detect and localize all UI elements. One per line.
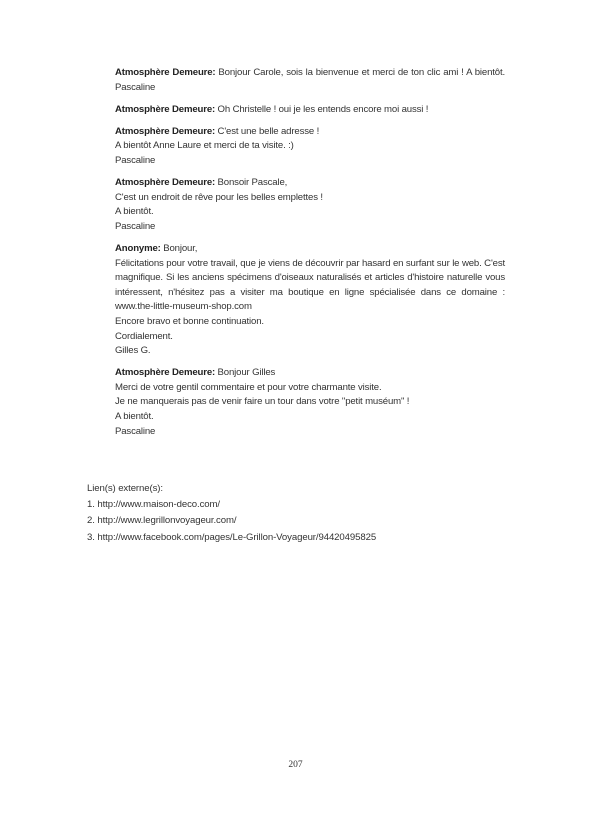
comment-first-line [115,176,505,191]
comment-text: Bonjour, [160,242,198,254]
comment-author: Atmosphère Demeure: [115,67,216,78]
external-links [87,481,376,546]
comment-text: Oh Christelle ! oui je les entends encore moi aussi ! [215,103,429,115]
comment-line: Félicitations pour votre travail, que je viens de découvrir par hasard en surfant sur le web. C'est [115,257,505,269]
comment-author: Atmosphère Demeure: [115,103,216,115]
comment-text: C'est une belle adresse ! [215,125,320,137]
comment-line: A bientôt. [115,410,154,422]
comment-first-line [115,125,505,140]
comment-text: Bonjour Carole, sois la bienvenue et merci de ton clic ami ! A bientôt. [215,67,506,78]
comment-author: Atmosphère Demeure: [115,125,216,137]
comments-section [115,66,505,447]
comment-first-line [115,242,505,257]
comment-text: Bonsoir Pascale, [215,177,288,189]
page-number: 207 [288,760,303,770]
comment-text: Bonjour Gilles [215,367,276,379]
comment-line: Pascaline [115,220,156,232]
comment-first-line [115,366,505,381]
comment-line: Pascaline [115,154,156,166]
comment-line: Pascaline [115,81,156,93]
comment-author: Atmosphère Demeure: [115,177,216,189]
comment-first-line [115,66,505,81]
comment-line: A bientôt. [115,206,154,218]
comment-author: Anonyme: [115,242,161,254]
comment-line: magnifique. Si les anciens spécimens d'oiseaux naturalisés et articles d'histoire naturelle vous [115,272,505,284]
comment [115,242,505,359]
comment [115,176,505,234]
comment-line: Cordialement. [115,330,173,342]
comment [115,125,505,169]
links-heading: Lien(s) externe(s): [87,483,163,494]
comment-line: C'est un endroit de rêve pour les belles emplettes ! [115,191,323,203]
comment-line: Encore bravo et bonne continuation. [115,315,264,327]
comment-line: Merci de votre gentil commentaire et pour votre charmante visite. [115,381,382,393]
comment-line: Gilles G. [115,345,151,357]
comment-author: Atmosphère Demeure: [115,367,216,379]
external-link[interactable]: 3. http://www.facebook.com/pages/Le-Grillon-Voyageur/94420495825 [87,531,377,543]
external-link[interactable]: 1. http://www.maison-deco.com/ [87,499,220,511]
comment-line: Pascaline [115,425,156,437]
comment-line: A bientôt Anne Laure et merci de ta visite. :) [115,140,294,152]
comment [115,66,505,95]
comment-line: Je ne manquerais pas de venir faire un tour dans votre "petit muséum" ! [115,396,410,408]
comment-line: intéressent, n'hésitez pas a visiter ma boutique en ligne spécialisée dans ce domaine : [115,286,505,298]
comment [115,366,505,439]
comment [115,103,505,118]
comment-first-line [115,103,505,118]
external-link[interactable]: 2. http://www.legrillonvoyageur.com/ [87,515,237,527]
comment-link[interactable]: www.the-little-museum-shop.com [115,301,252,313]
